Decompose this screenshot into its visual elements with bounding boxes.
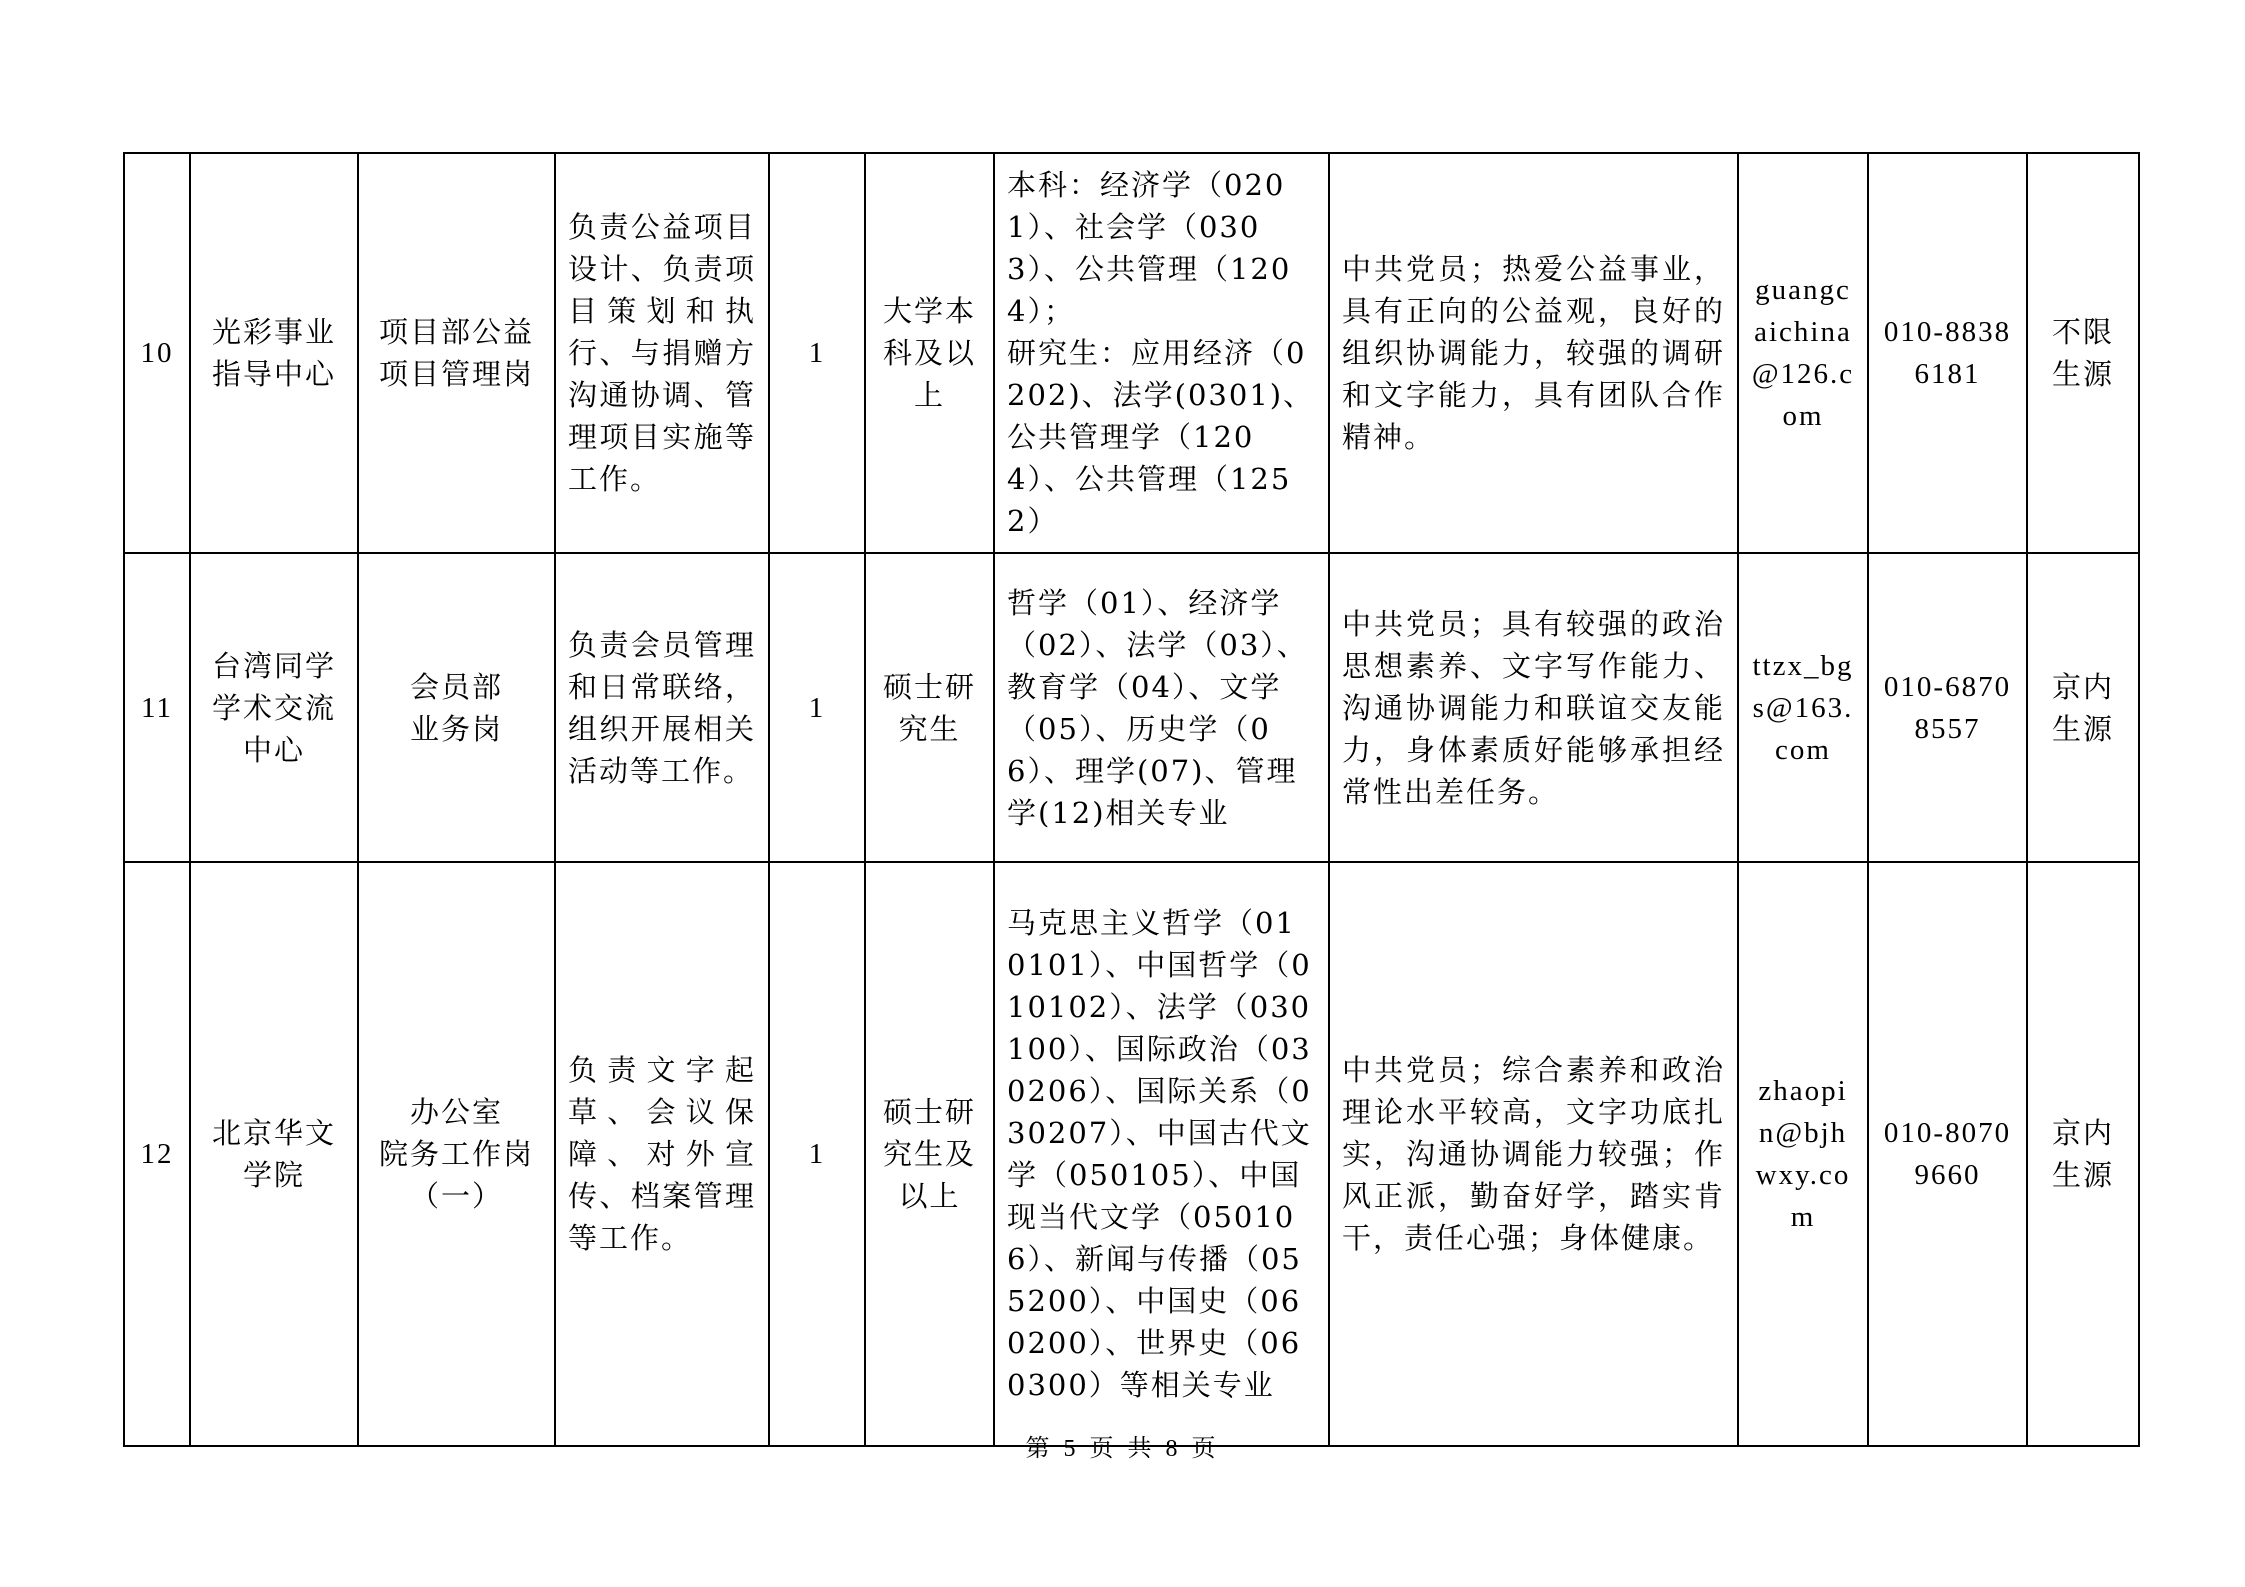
major-requirement: 哲学（01）、经济学（02）、法学（03）、教育学（04）、文学（05）、历史学（06）、理学(07)、管理学(12)相关专业	[994, 553, 1329, 862]
row-number: 12	[124, 862, 190, 1446]
hiring-count: 1	[769, 862, 865, 1446]
job-position: 办公室 院务工作岗 （一）	[358, 862, 555, 1446]
row-number: 10	[124, 153, 190, 553]
contact-email: ttzx_bgs@163.com	[1738, 553, 1868, 862]
other-requirements: 中共党员；综合素养和政治理论水平较高，文字功底扎实，沟通协调能力较强；作风正派，勤奋好学，踏实肯干，责任心强；身体健康。	[1329, 862, 1738, 1446]
applicant-source: 京内生源	[2027, 862, 2139, 1446]
major-requirement: 马克思主义哲学（010101）、中国哲学（010102）、法学（030100）、国际政治（030206）、国际关系（030207）、中国古代文学（050105）、中国现当代文学（050106）、新闻与传播（055200）、中国史（060200）、世界史（060300）等相关专业	[994, 862, 1329, 1446]
hiring-count: 1	[769, 553, 865, 862]
job-duties: 负责文字起草、会议保障、对外宣传、档案管理等工作。	[555, 862, 769, 1446]
contact-email: guangcaichina@126.com	[1738, 153, 1868, 553]
contact-email: zhaopin@bjhwxy.com	[1738, 862, 1868, 1446]
education-requirement: 大学本科及以上	[865, 153, 994, 553]
contact-phone: 010-88386181	[1868, 153, 2027, 553]
job-duties: 负责会员管理和日常联络，组织开展相关活动等工作。	[555, 553, 769, 862]
table-row	[124, 553, 2139, 862]
table-row	[124, 862, 2139, 1446]
page-number: 第 5 页 共 8 页	[1025, 1436, 1220, 1462]
applicant-source: 不限生源	[2027, 153, 2139, 553]
education-requirement: 硕士研究生	[865, 553, 994, 862]
job-position: 项目部公益项目管理岗	[358, 153, 555, 553]
major-requirement: 本科：经济学（0201）、社会学（0303）、公共管理（1204）； 研究生：应用经济（0202)、法学(0301)、公共管理学（1204）、公共管理（1252）	[994, 153, 1329, 553]
table-row	[124, 153, 2139, 553]
employer-unit: 光彩事业指导中心	[190, 153, 358, 553]
employer-unit: 台湾同学学术交流中心	[190, 553, 358, 862]
contact-phone: 010-68708557	[1868, 553, 2027, 862]
recruitment-table	[123, 152, 2140, 1447]
contact-phone: 010-80709660	[1868, 862, 2027, 1446]
education-requirement: 硕士研究生及以上	[865, 862, 994, 1446]
other-requirements: 中共党员；热爱公益事业，具有正向的公益观，良好的组织协调能力，较强的调研和文字能力，具有团队合作精神。	[1329, 153, 1738, 553]
applicant-source: 京内生源	[2027, 553, 2139, 862]
job-position: 会员部 业务岗	[358, 553, 555, 862]
job-duties: 负责公益项目设计、负责项目策划和执行、与捐赠方沟通协调、管理项目实施等工作。	[555, 153, 769, 553]
row-number: 11	[124, 553, 190, 862]
hiring-count: 1	[769, 153, 865, 553]
other-requirements: 中共党员；具有较强的政治思想素养、文字写作能力、沟通协调能力和联谊交友能力，身体素质好能够承担经常性出差任务。	[1329, 553, 1738, 862]
employer-unit: 北京华文学院	[190, 862, 358, 1446]
